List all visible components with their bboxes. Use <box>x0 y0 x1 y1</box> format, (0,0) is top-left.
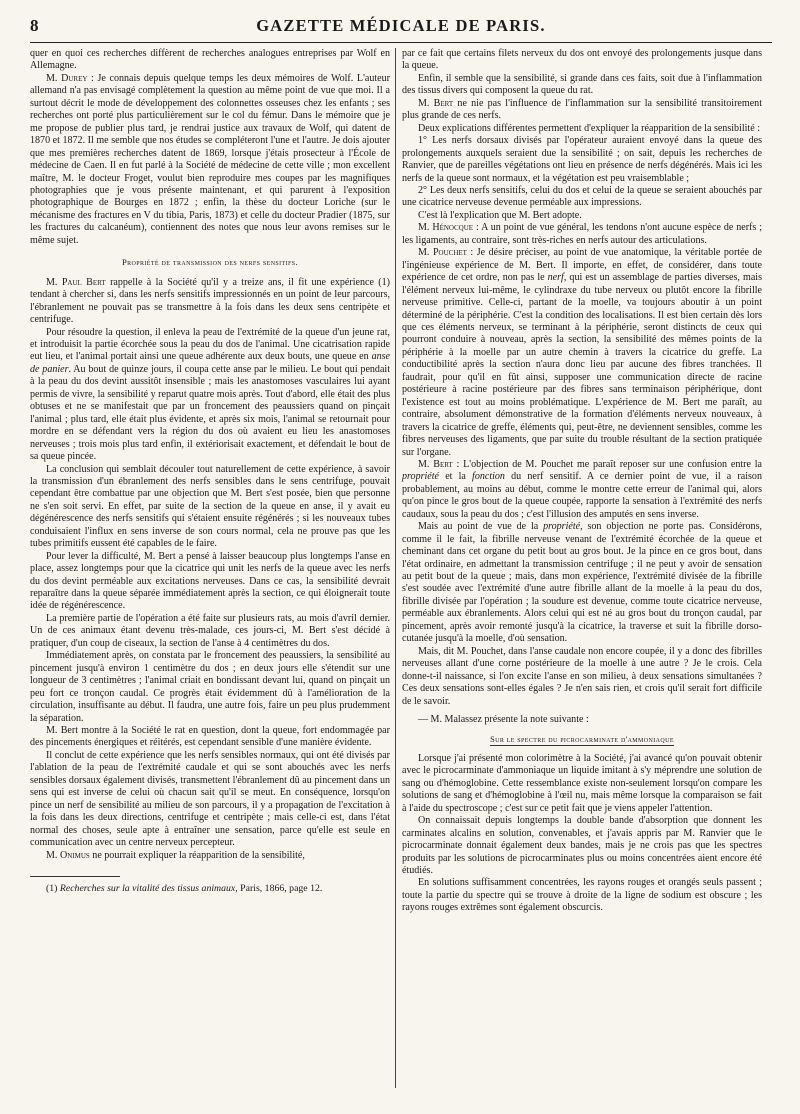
paragraph-text: , qui est un assemblage de parties diverses, mais l'élément nerveux lui-même, le cylindraxe du tube nerveux ou plutôt encore la fibrille nerveuse primitive. Celle-ci, partant de la moelle, va toujours aboutir à un point déterminé de la périphérie. C'est la condition des localisations. Il est bien certain dès lors que ces éléments nerveux, se terminant à la périphérie, seront distincts de ceux qui pourront conduire à nouveau, après la section, la sensibilité des mêmes points de la périphérie à la moelle par un autre chemin à travers la cicatrice du greffe. La conductibilité après la section n'aura donc lieu par aucune des fibres tranchées. Il faudrait, pour qu'il en fût ainsi, supposer une communication directe de racine postérieure à racine postérieure par des fibres sans terminaison périphérique, dont l'existence est tout au moins problématique. L'expérience de M. Bert me paraît, au contraire, absolument démonstrative de la formation d'éléments nerveux nouveaux, à travers la cicatrice de greffe, éléments qui, peut-être, ne deviennent sensibles, comme les fibres nerveuses des ligaments, que par suite du trouble résultant de la section pratiquée sur l'organe. <box>402 272 762 458</box>
footnote-rule <box>30 876 120 877</box>
footnote <box>30 883 390 895</box>
paragraph <box>30 73 390 247</box>
footnote-number: (1) <box>46 883 60 894</box>
paragraph-text: : Je désire préciser, au point de vue anatomique, la véritable portée de l'ingénieuse expérience de M. Bert. Il importe, en effet, de considérer, dans toute expérience de cet ordre, non pas le <box>402 247 762 284</box>
speaker-name: M. Bert <box>418 458 453 470</box>
paragraph <box>402 521 762 646</box>
paragraph-text: : Je connais depuis quelque temps les deux mémoires de Wolf. L'auteur allemand n'a pas envisagé complètement la question au même point de vue que moi. Il a surtout décrit le mode de développement des colonnettes osseuses chez les enfants ; ses recherches ont porté plus particulièrement sur le col du fémur. Dans le mémoire que je me propose de publier plus tard, je rendrai justice aux travaux de Wolf, qui datent de 1870 et 1872. Il me semble que nos études se compléteront l'une et l'autre. Je dois ajouter que mes premières recherches datent de 1869, lorsque j'étais prosecteur à l'École de médecine de Caen. Il en fut parlé à la Société de médecine de cette ville ; mon excellent maître, M. le docteur Froget, voulut bien reproduire mes coupes par les magnifiques photographies que je vous présente maintenant, et qui parurent à l'exposition photographique de Bourges en 1872 ; enfin, la thèse du docteur Loriche (sur le mécanisme des fractures en V du tibia, Paris, 1873) et celle du docteur Pradier (1875, sur les fractures du calcanéum), contiennent des notes que nous leur avons remises sur le même sujet. <box>30 72 390 246</box>
speaker-name: M. Hénocque <box>418 222 474 234</box>
paragraph: Deux explications différentes permettent d'expliquer la réapparition de la sensibilité : <box>418 122 760 134</box>
paragraph <box>402 98 762 123</box>
paragraph: M. Bert montre à la Société le rat en question, dont la queue, fort endommagée par des pincements énergiques et réitérés, est cependant sensible d'une manière évidente. <box>30 725 390 749</box>
speaker-name: M. Onimus <box>46 849 90 861</box>
paragraph: Pour lever la difficulté, M. Bert a pensé à laisser beaucoup plus longtemps l'anse en place, assez longtemps pour que la cicatrice qui unit les nerfs de la queue avec les nerfs du dos devint perméable aux excitations nerveuses. Dans ce cas, la sensibilité devrait reparaître dans la queue séparée immédiatement après la section, ce qui éloignerait toute idée de régénérescence. <box>30 550 390 612</box>
speaker-name: M. Paul Bert <box>46 276 106 288</box>
italic-term: nerf <box>547 272 564 284</box>
paragraph <box>30 327 390 464</box>
note-intro: — M. Malassez présente la note suivante : <box>418 714 589 726</box>
paragraph-text: : L'objection de M. Pouchet me paraît reposer sur une confusion entre la <box>452 458 762 470</box>
paragraph-text: du nerf sensitif. A ce dernier point de vue, il a raison probablement, au moins au début, comme le montre cette erreur de l'animal qui, alors qu'on pince le gros bout de la queue coupée, rapporte la sensation à l'extrémité des nerfs caudaux, sous la peau du dos ; c'est l'illusion des amputés en sens inverse. <box>402 471 762 520</box>
page-header <box>30 14 772 40</box>
paragraph: 1° Les nerfs dorsaux divisés par l'opérateur auraient envoyé dans la queue des prolongements auxquels seraient due la sensibilité ; on sait, depuis les recherches de Ranvier, que de pareilles végétations ont lieu en présence de nerfs dégénérés. Mais ici les nerfs de la queue sont normaux, et la végétation est peu vraisemblable ; <box>402 135 762 184</box>
paragraph <box>402 247 762 459</box>
paragraph <box>30 277 390 327</box>
paragraph-text: Mais au point de vue de la <box>418 521 544 533</box>
paragraph: quer en quoi ces recherches diffèrent de recherches analogues entreprises par Wolf en Allemagne. <box>30 48 390 72</box>
subsection-title <box>402 734 762 746</box>
italic-term: fonction <box>472 471 505 483</box>
paragraph: La première partie de l'opération a été faite sur plusieurs rats, au mois d'avril dernier. Un de ces animaux étant devenu très-malade, ces jours-ci, M. Bert s'est décidé à pratiquer, d'un coup de ciseaux, la section de l'anse à 4 centimètres du dos. <box>30 612 390 649</box>
paragraph: 2° Les deux nerfs sensitifs, celui du dos et celui de la queue se seraient abouchés par une cicatrice nerveuse devenue perméable aux impressions. <box>402 184 762 209</box>
section-title: Propriété de transmission des nerfs sensitifs. <box>121 257 299 268</box>
footnote-text: , Paris, 1866, page 12. <box>235 883 323 894</box>
paragraph: Il conclut de cette expérience que les nerfs sensibles normaux, qui ont été divisés par l'ablation de la peau de l'extrémité caudale et qui se sont abouchés avec les nerfs sensibles dorsaux également divisés, transmettent l'ébranlement dû au pincement dans un sens qui est inverse de celui où chacun sait qu'il se meut. En conséquence, lorsqu'on pince un nerf de sensibilité au milieu de son parcours, il y a propagation de l'excitation à la fois dans les deux directions, centrifuge et centripète ; mais celle-ci est, dans l'état normal des choses, seule apte à entraîner une sensation, parce qu'elle est seule en communication avec un centre nerveux percepteur. <box>30 749 390 849</box>
right-column <box>402 48 762 915</box>
paragraph-text: : A un point de vue général, les tendons n'ont aucune espèce de nerfs ; les ligaments, au contraire, sont très-riches en nerfs autour des articulations. <box>402 222 763 246</box>
column-divider <box>395 48 396 1088</box>
paragraph: par ce fait que certains filets nerveux du dos ont envoyé des prolongements jusque dans la queue. <box>402 48 762 72</box>
paragraph <box>402 459 762 521</box>
paragraph <box>30 850 390 862</box>
italic-term: propriété <box>402 471 440 483</box>
speaker-name: M. Durey <box>46 72 88 84</box>
paragraph-text: ne nie pas l'influence de l'inflammation sur la sensibilité transitoirement plus grande de ces nerfs. <box>402 97 762 122</box>
header-rule <box>30 42 772 43</box>
journal-title: GAZETTE MÉDICALE DE PARIS. <box>256 16 546 35</box>
paragraph-text: . Au bout de quinze jours, il coupa cette anse par le milieu. Le bout qui pendait à la peau du dos devint aussitôt insensible ; mais les anastomoses vasculaires lui ayant permis de vivre, la sensibilité y reparut quatre mois après. Tout d'abord, elle était des plus obtuses et ne se manifestait que par un froncement des peaussiers quand on pinçait l'animal ; plus tard, elle était plus évidente, et après six mois, l'animal se retournait pour mordre en se défendant vers la région du dos où avaient eu lieu les anastomoses nerveuses ; trois mois plus tard enfin, il extériorisait exactement, et défendait le bout de sa queue pincée. <box>30 363 390 463</box>
paragraph: On connaissait depuis longtemps la double bande d'absorption que donnent les carminates alcalins en solution, convenables, et j'avais appris par M. Ranvier que le picrocarminate donnait également deux bandes, mais je ne crois pas que les spectres produits par les solutions de picrocarminates plus ou moins concentrées aient encore été étudiés. <box>402 815 762 876</box>
footnote-title: Recherches sur la vitalité des tissus animaux <box>59 883 236 894</box>
paragraph: Lorsque j'ai présenté mon colorimètre à la Société, j'ai avancé qu'on pouvait obtenir avec le picrocarminate d'ammoniaque un liquide imitant à s'y méprendre une solution de sang ou d'hémoglobine. Cette ressemblance existe non-seulement lorsqu'on compare les solutions de sang et d'hémoglobine à l'œil nu, mais même lorsque la comparaison se fait à l'aide du spectroscope ; c'est sur ce petit fait que je viens appeler l'attention. <box>402 752 762 814</box>
paragraph-text: , son objection ne porte pas. Considérons, comme il le fait, la fibrille nerveuse venant de l'extrémité écorchée de la queue et cheminant dans cet organe du petit bout au gros bout. Je la pince en ce gros bout, dans l'état ordinaire, en admettant la transmission centrifuge ; il ne peut y avoir de sensation au petit bout de la queue ; mais, dans mon expérience, l'extrémité divisée de la fibrille s'est soudée avec l'extrémité d'une autre fibrille allant de la moelle à la peau du dos, fibrille divisée par l'opération ; la soudure est devenue, comme toute cicatrice nerveuse, perméable aux ébranlements. Alors celui qui est né au gros bout du tronçon caudal, par pincement, après avoir remonté jusqu'à la cicatrice, la traverse et suit la fibrille dorso-cutanée jusqu'à la moelle, d'où sensation. <box>402 521 762 645</box>
italic-term: anse de panier <box>30 351 390 375</box>
italic-term: propriété <box>543 521 581 533</box>
paragraph: Mais, dit M. Pouchet, dans l'anse caudale non encore coupée, il y a donc des fibrilles nerveuses allant d'une corne postérieure de la moelle à une autre ? Je le crois. Cela donne-t-il naissance, si l'on excite l'anse en son milieu, à deux sensations simultanées ? Ces deux sensations sont-elles égales ? Je n'en sais rien, et crois qu'il serait fort difficile de le savoir. <box>402 645 762 707</box>
paragraph-text: ne pourrait expliquer la réapparition de la sensibilité, <box>89 849 305 861</box>
page-number: 8 <box>30 16 39 35</box>
paragraph-text: Pour résoudre la question, il enleva la peau de l'extrémité de la queue d'un jeune rat, et introduisit la partie écorchée sous la peau du dos de l'animal. Une cicatrisation rapide eut lieu, et l'animal portait ainsi une queue adhérente aux deux bouts, une queue en <box>30 326 390 363</box>
left-column <box>30 48 390 895</box>
paragraph-text: et la <box>439 471 473 483</box>
paragraph-text: rappelle à la Société qu'il y a treize ans, il fit une expérience (1) tendant à chercher si, dans les nerfs sensitifs impressionnés en un point de leur parcours, l'ébranlement ne pouvait pas se transmettre à la fois dans les deux sens centripète et centrifuge. <box>30 276 390 326</box>
paragraph: C'est là l'explication que M. Bert adopte. <box>418 209 582 221</box>
paragraph <box>402 222 762 247</box>
subsection-title-text: Sur le spectre du picrocarminate d'ammoniaque <box>490 735 674 745</box>
paragraph: La conclusion qui semblait découler tout naturellement de cette expérience, à savoir la transmission d'un ébranlement des nerfs sensibles dans le sens centrifuge, pouvait cependant être combattue par une objection que M. Bert s'est posée, bien que personne ne s'en soit servi. En effet, par suite de la section de la queue en anse, il y avait eu dégénérescence des nerfs sensitifs qui s'étaient ensuite régénérés ; si les nouveaux tubes conduisaient l'influx en sens inverse de son cours normal, cela ne prouve pas que les tubes primitifs eussent été capables de le faire. <box>30 463 390 550</box>
paragraph: En solutions suffisamment concentrées, les rayons rouges et orangés seuls passent ; toute la partie du spectre qui se trouve à droite de la ligne de sodium est obscure ; les rayons rouges extrêmes sont également obscurcis. <box>402 877 762 914</box>
paragraph: Enfin, il semble que la sensibilité, si grande dans ces faits, soit due à l'inflammation des tissus divers qui composent la queue du rat. <box>402 72 762 97</box>
paragraph: Immédiatement après, on constata par le froncement des peaussiers, la sensibilité au pincement jusqu'à environ 1 centimètre du dos ; en deux jours elle s'étendit sur une longueur de 3 centimètres ; l'animal criait en bondissant devant lui, quand on pinçait un peu fort ce tronçon caudal. Ce progrès était évidemment dû à l'amélioration de la circulation, insuffisante au début. Il faudra, une autre fois, faire un peu plus prudemment la séparation. <box>30 650 390 724</box>
speaker-name: M. Bert <box>418 97 454 109</box>
speaker-name: M. Pouchet <box>418 247 467 259</box>
